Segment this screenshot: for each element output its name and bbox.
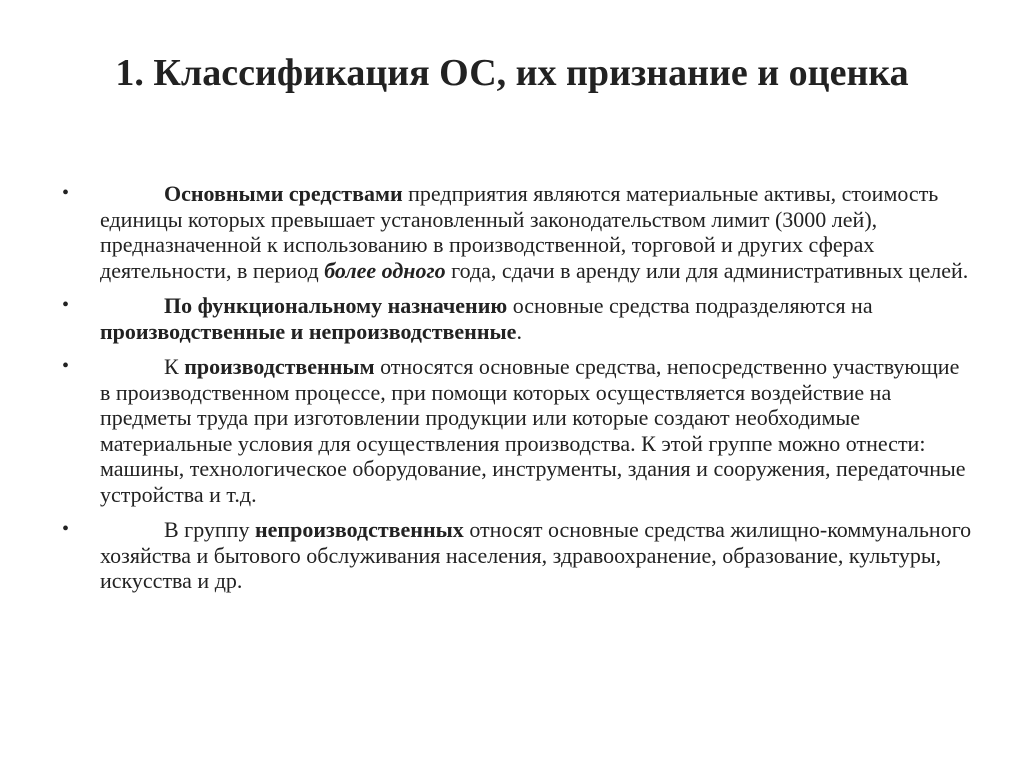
bullet-text: основные средства подразделяются на (507, 293, 873, 318)
bullet-item-4 (62, 517, 972, 594)
bullet-text: относятся основные средства, непосредственно участвующие в производственном процессе, при помощи которых осуществляется воздействие на предметы труда при изготовлении продукции или которые создают необходимые материальные условия для осуществления производства. К этой группе можно отнести: машины, технологическое оборудование, инструменты, здания и сооружения, передаточные устройства и т.д. (100, 354, 966, 507)
bullet-text: года, сдачи в аренду или для административных целей. (445, 257, 969, 283)
slide-title: 1. Классификация ОС, их признание и оценка (115, 52, 909, 94)
bullet-text-bold: По функциональному назначению (164, 293, 508, 318)
bullet-text-bold-italic: более одного (324, 257, 446, 283)
bullet-text-bold: Основными средствами (164, 181, 403, 206)
bullet-list (62, 181, 972, 604)
bullet-text: относят основные средства жилищно-коммунального хозяйства и бытового обслуживания населения, здравоохранение, образование, культуры, искусства и др. (100, 517, 972, 593)
bullet-symbol: • (62, 294, 70, 316)
bullet-symbol: • (62, 182, 70, 204)
bullet-text-bold: производственным (184, 354, 375, 379)
bullet-text-bold: непроизводственных (254, 517, 464, 542)
bullet-text-bold: производственные и непроизводственные (100, 318, 517, 344)
bullet-text: В группу (164, 517, 255, 542)
bullet-item-3 (62, 354, 972, 507)
bullet-item-2 (62, 293, 972, 344)
bullet-text: К (164, 354, 185, 379)
bullet-symbol: • (62, 355, 70, 377)
bullet-text: предприятия являются материальные активы, стоимость единицы которых превышает установленный законодательством лимит (3000 лей), предназначенной к использованию в производственной, торговой и других сферах деятельности, в период (100, 181, 939, 283)
bullet-text: . (516, 318, 522, 344)
bullet-item-1 (62, 181, 972, 283)
bullet-symbol: • (62, 518, 70, 540)
